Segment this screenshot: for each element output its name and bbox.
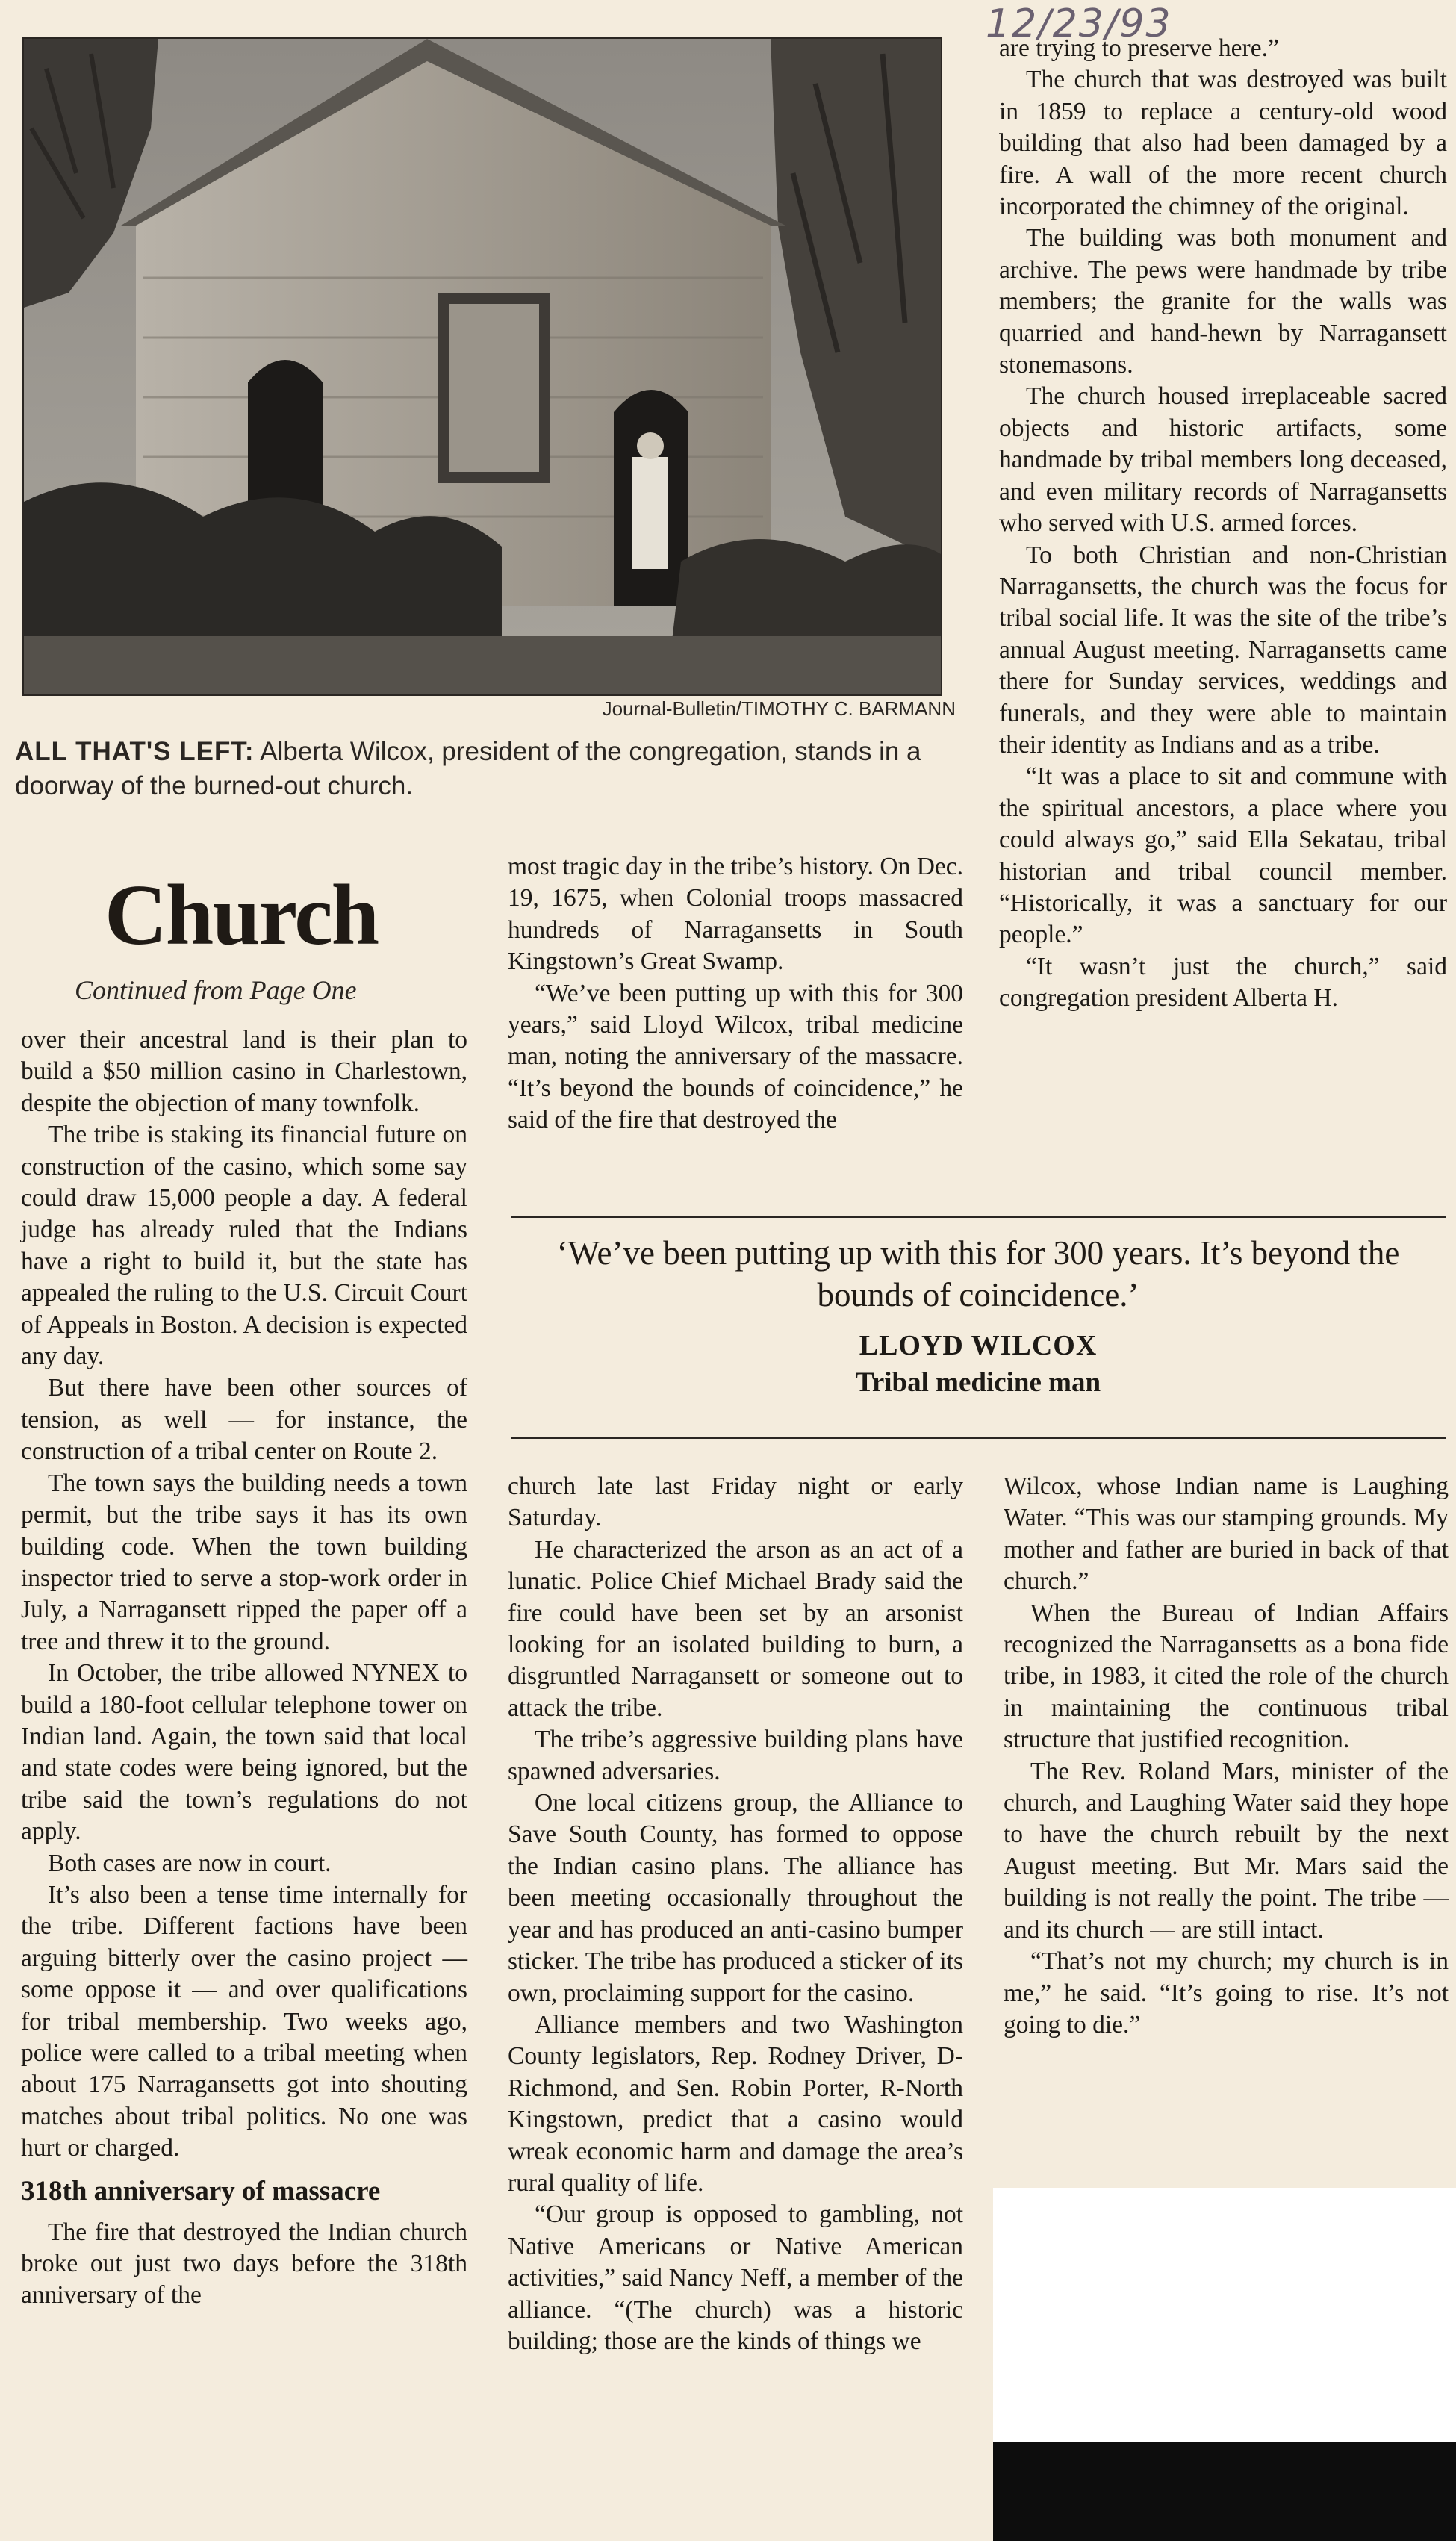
photo-credit: Journal-Bulletin/TIMOTHY C. BARMANN	[602, 697, 956, 720]
paragraph: He characterized the arson as an act of a lunatic. Police Chief Michael Brady said the fire could have been set by an arsonist looking for an isolated building to burn, a disgruntled Narragansett or someone out to attack the tribe.	[508, 1535, 963, 1722]
column-2-top	[508, 851, 963, 1136]
caption-lead: ALL THAT'S LEFT:	[15, 737, 255, 766]
pull-quote	[515, 1232, 1441, 1399]
headline: Church	[105, 868, 379, 963]
church-ruin-image	[24, 39, 941, 694]
paragraph: In October, the tribe allowed NYNEX to build a 180-foot cellular telephone tower on Indian land. Again, the town said that local and state codes were being ignored, but the tribe said the town’s regulations do not apply.	[21, 1659, 467, 1846]
paragraph: “It was a place to sit and commune with the spiritual ancestors, a place where you could always go,” said Ella Sekatau, tribal historian and tribal council member. “Historically, it was a sanctuary for our people.”	[999, 762, 1447, 949]
paragraph: Alliance members and two Washington County legislators, Rep. Rodney Driver, D-Richmond, and Sen. Robin Porter, R-North Kingstown, predict that a casino would wreak economic harm and damage the area’s rural quality of life.	[508, 2010, 963, 2197]
pull-quote-title: Tribal medicine man	[855, 1367, 1101, 1398]
pull-quote-name: LLOYD WILCOX	[859, 1330, 1098, 1361]
paragraph: “We’ve been putting up with this for 300 years,” said Lloyd Wilcox, tribal medicine man, noting the anniversary of the massacre. “It’s beyond the bounds of coincidence,” he said of the fire that destroyed the	[508, 979, 963, 1134]
column-3-bottom	[1004, 1471, 1449, 2041]
paragraph: It’s also been a tense time internally for the tribe. Different factions have been arguing bitterly over the casino project — some oppose it — and over qualifications for tribal membership. Two weeks ago, police were called to a tribal meeting when about 175 Narragansetts got into shouting matches about tribal politics. No one was hurt or charged.	[21, 1880, 467, 2162]
paragraph: church late last Friday night or early Saturday.	[508, 1472, 963, 1532]
paragraph: The church housed irreplaceable sacred objects and historic artifacts, some handmade by tribal members long deceased, and even military records of Narragansetts who served with U.S. armed forces.	[999, 382, 1447, 538]
handwritten-date: 12/23/93	[986, 1, 1172, 46]
paragraph: The tribe’s aggressive building plans have spawned adversaries.	[508, 1726, 963, 1785]
pull-quote-rule-top	[511, 1216, 1446, 1218]
paragraph: Wilcox, whose Indian name is Laughing Water. “This was our stamping grounds. My mother and father are buried in back of that church.”	[1004, 1472, 1449, 1596]
paragraph: One local citizens group, the Alliance to Save South County, has formed to oppose the Indian casino plans. The alliance has been meeting occasionally throughout the year and has produced an anti-casino bumper sticker. The tribe has produced a sticker of its own, proclaiming support for the casino.	[508, 1789, 963, 2007]
paragraph: are trying to preserve here.”	[999, 34, 1279, 62]
paragraph: When the Bureau of Indian Affairs recognized the Narragansetts as a bona fide tribe, in 1983, it cited the role of the church in maintaining the continuous tribal structure that justified recognition.	[1004, 1599, 1449, 1754]
paragraph: most tragic day in the tribe’s history. On Dec. 19, 1675, when Colonial troops massacred hundreds of Narragansetts in South Kingstown’s Great Swamp.	[508, 853, 964, 976]
clipping-cutout	[993, 2188, 1456, 2442]
paragraph: The fire that destroyed the Indian church broke out just two days before the 318th anniversary of the	[21, 2218, 467, 2310]
paragraph: The town says the building needs a town permit, but the tribe says it has its own building code. When the town building inspector tried to serve a stop-work order in July, a Narragansett ripped the paper off a tree and threw it to the ground.	[21, 1469, 467, 1655]
paper-bottom-strip	[0, 2442, 993, 2541]
column-2-bottom	[508, 1471, 963, 2357]
subhead: 318th anniversary of massacre	[21, 2175, 381, 2206]
paragraph: “That’s not my church; my church is in me,” he said. “It’s going to rise. It’s not going to die.”	[1004, 1947, 1449, 2038]
paragraph: The tribe is staking its financial future on construction of the casino, which some say could draw 15,000 people a day. A federal judge has already ruled that the Indians have a right to build it, but the state has appealed the ruling to the U.S. Circuit Court of Appeals in Boston. A decision is expected any day.	[21, 1121, 467, 1371]
paragraph: The church that was destroyed was built in 1859 to replace a century-old wood building that also had been damaged by a fire. A wall of the more recent church incorporated the chimney of the original.	[999, 66, 1447, 221]
paragraph: “Our group is opposed to gambling, not Native Americans or Native American activities,” said Nancy Neff, a member of the alliance. “(The church) was a historic building; those are the kinds of things we	[508, 2201, 963, 2355]
pull-quote-rule-bottom	[511, 1437, 1446, 1439]
paragraph: “It wasn’t just the church,” said congregation president Alberta H.	[999, 952, 1447, 1013]
pull-quote-text: ‘We’ve been putting up with this for 300 years. It’s beyond the bounds of coincidence.’	[556, 1234, 1400, 1313]
continued-line: Continued from Page One	[75, 975, 357, 1005]
column-1	[21, 1024, 467, 2312]
burned-church-photo	[22, 37, 942, 696]
paragraph: Both cases are now in court.	[48, 1849, 332, 1877]
paragraph: The Rev. Roland Mars, minister of the church, and Laughing Water said they hope to have the church rebuilt by the next August meeting. But Mr. Mars said the building is not really the point. The tribe — and its church — are still intact.	[1004, 1757, 1449, 1944]
paragraph: The building was both monument and archive. The pews were handmade by tribe members; the granite for the walls was quarried and hand-hewn by Narragansett stonemasons.	[999, 224, 1447, 379]
paragraph: over their ancestral land is their plan to build a $50 million casino in Charlestown, despite the objection of many townfolk.	[21, 1026, 467, 1117]
paragraph: But there have been other sources of tension, as well — for instance, the construction of a tribal center on Route 2.	[21, 1374, 467, 1466]
photo-caption	[15, 735, 986, 803]
paragraph: To both Christian and non-Christian Narragansetts, the church was the focus for tribal social life. It was the site of the tribe’s annual August meeting. Narragansetts came there for Sunday services, weddings and funerals, and they were able to maintain their identity as Indians and as a tribe.	[999, 541, 1447, 759]
column-3-top	[999, 33, 1447, 1015]
caption-text: Alberta Wilcox, president of the congregation, stands in a doorway of the burned-out church.	[15, 737, 921, 800]
